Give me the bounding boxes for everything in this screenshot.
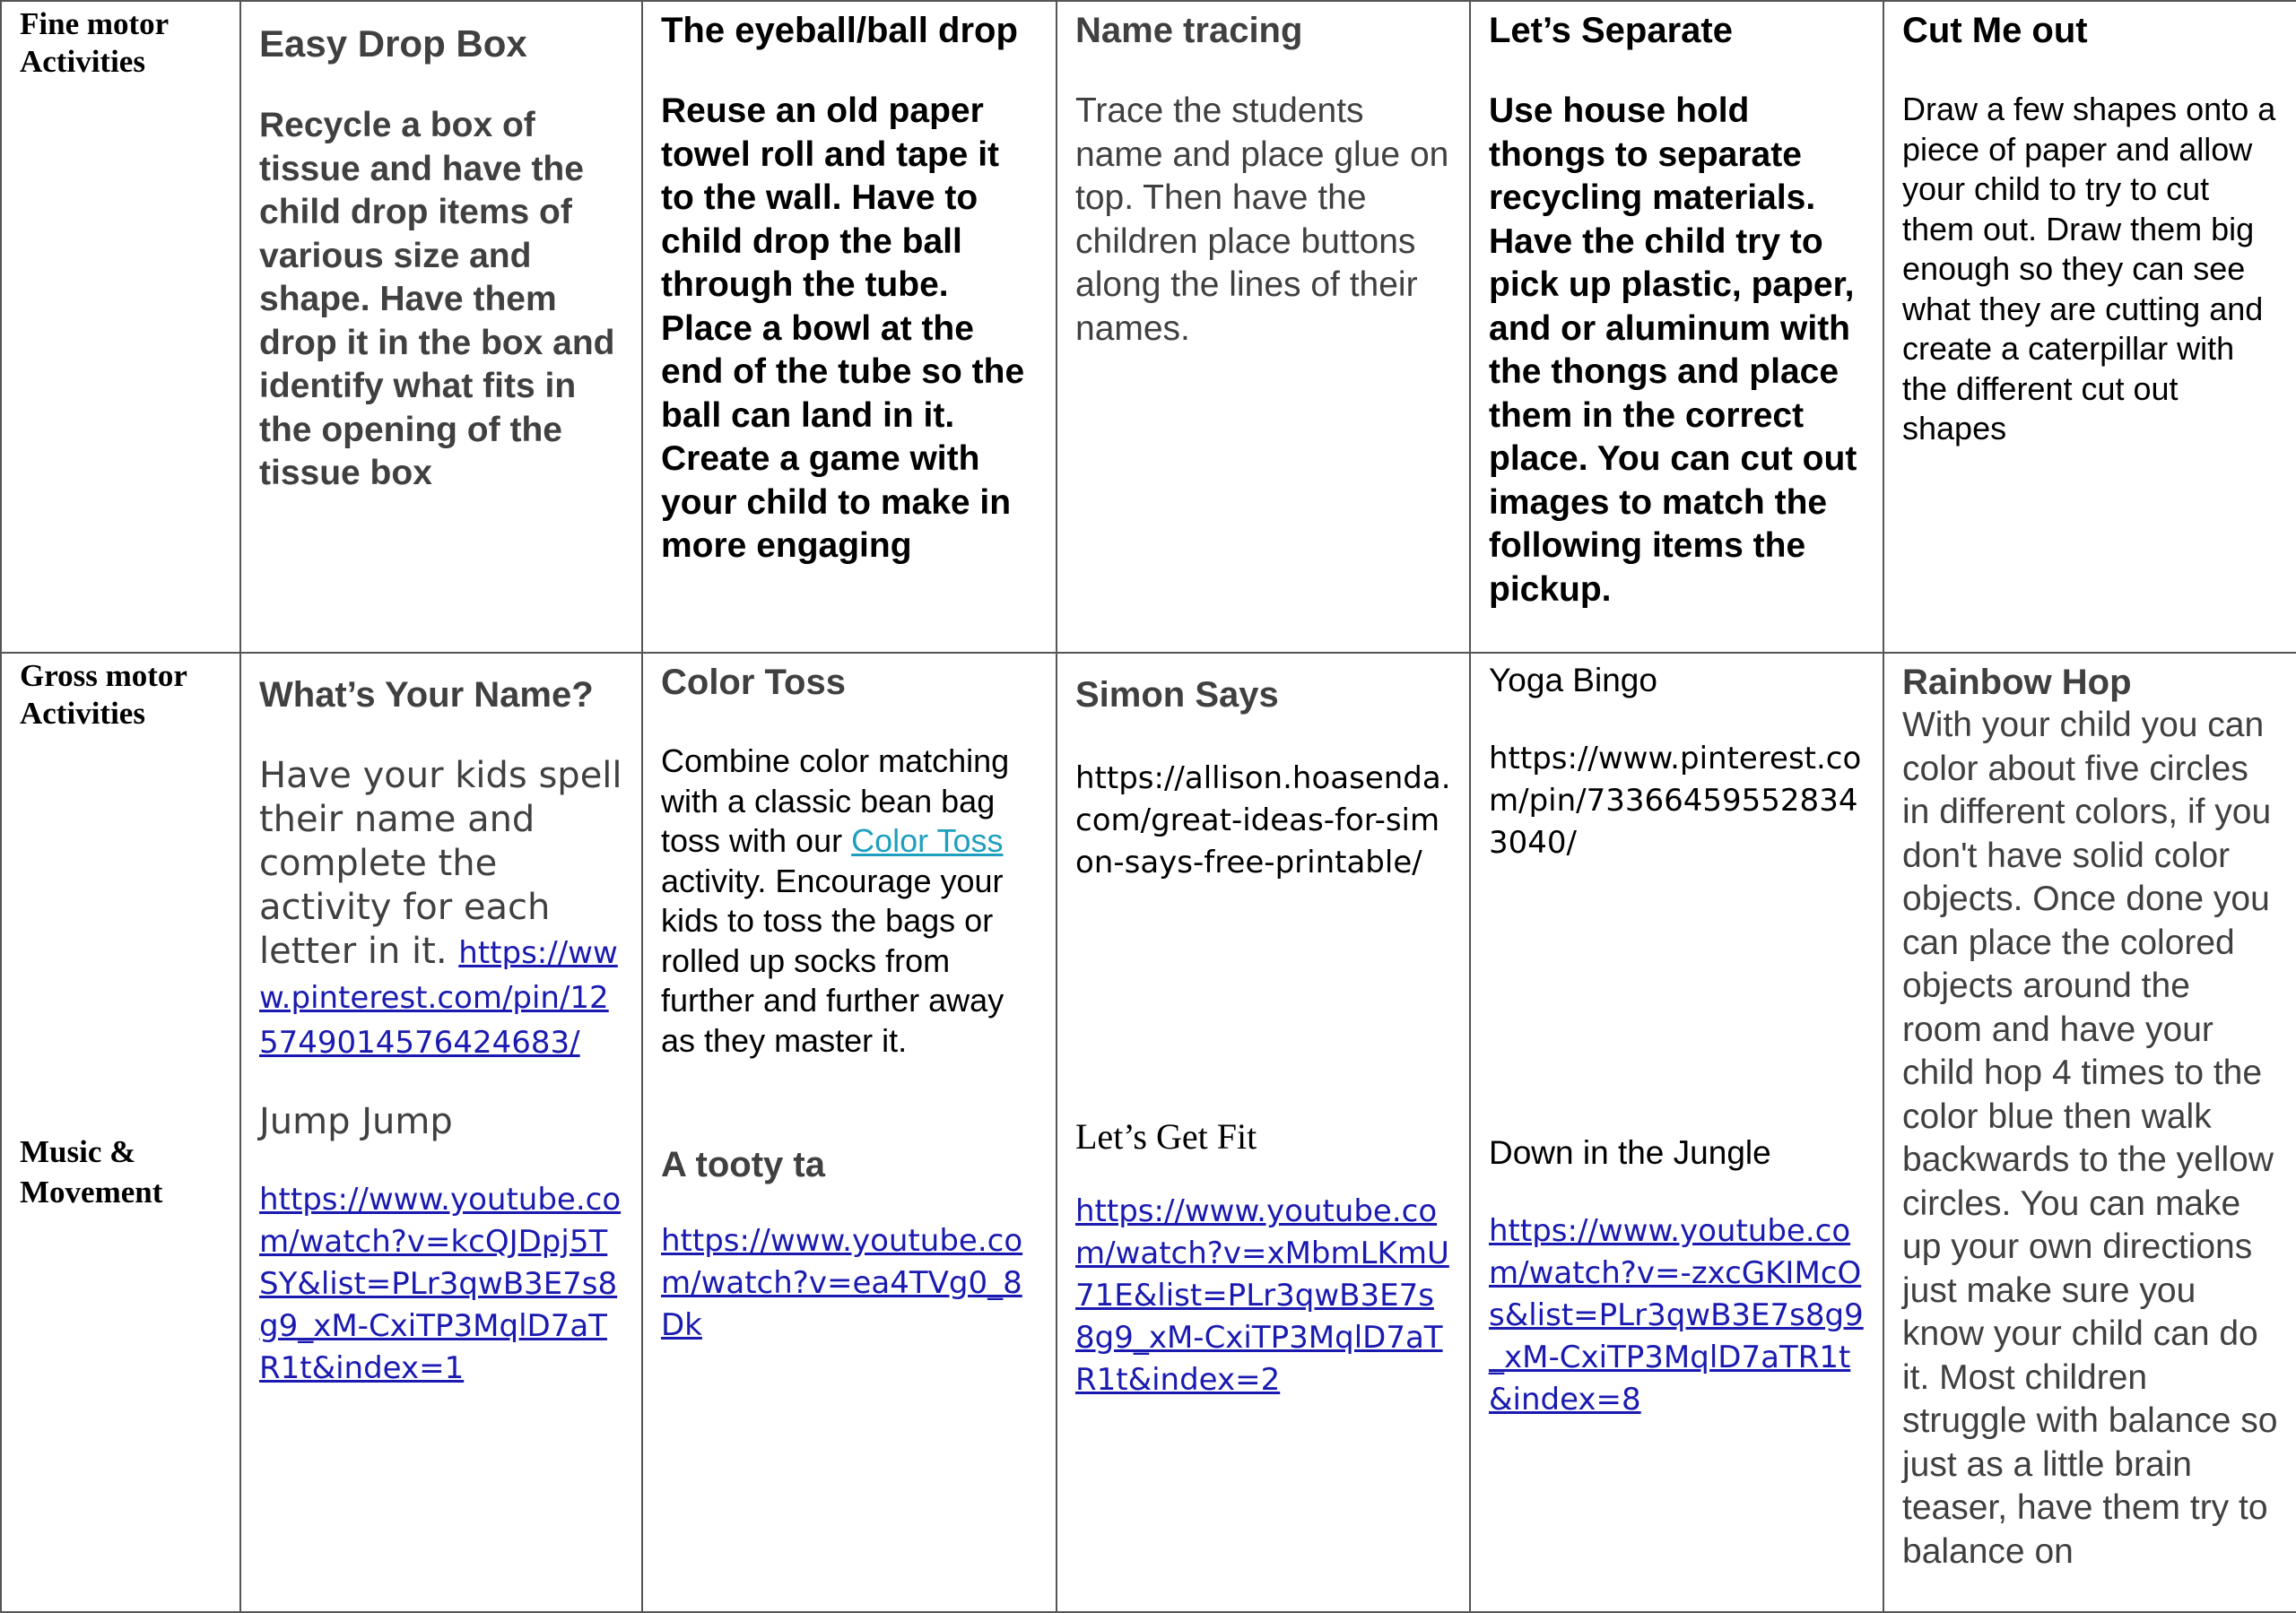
activity-title: Yoga Bingo bbox=[1489, 662, 1657, 698]
activity-title: Rainbow Hop bbox=[1902, 663, 2132, 702]
simon-says-url: https://allison.hoasenda.com/great-ideas-for-simon-says-free-printable/ bbox=[1075, 760, 1451, 880]
row-label-music-movement: Music & Movement bbox=[20, 1134, 163, 1210]
activity-title: Easy Drop Box bbox=[259, 22, 527, 65]
activity-description: Trace the students name and place glue on top. Then have the children place buttons along the lines of their names. bbox=[1075, 91, 1449, 348]
activity-cell-ball-drop bbox=[642, 1, 1057, 653]
activity-title: What’s Your Name? bbox=[259, 675, 594, 715]
activity-cell-cut-me-out bbox=[1883, 1, 2296, 653]
row-label: Fine motor Activities bbox=[20, 6, 169, 79]
activity-cell-easy-drop-box bbox=[240, 1, 642, 653]
song-title: Down in the Jungle bbox=[1489, 1134, 1771, 1171]
activity-description: Recycle a box of tissue and have the child drop items of various size and shape. Have them drop it in the box and identify what fits in the opening of the tissue box bbox=[259, 106, 615, 492]
youtube-link[interactable]: https://www.youtube.com/watch?v=kcQJDpj5TSY&list=PLr3qwB3E7s8g9_xM-CxiTP3MqlD7aTR1t&index=1 bbox=[259, 1182, 622, 1386]
activity-description-part1: Combine color matching with a classic bean bag toss with our bbox=[661, 742, 1010, 859]
activity-cell-simon-says bbox=[1057, 653, 1470, 1612]
youtube-link[interactable]: https://www.youtube.com/watch?v=xMbmLKmU71E&list=PLr3qwB3E7s8g9_xM-CxiTP3MqlD7aTR1t&index=2 bbox=[1075, 1193, 1449, 1398]
youtube-link[interactable]: https://www.youtube.com/watch?v=ea4TVg0_8Dk bbox=[661, 1223, 1023, 1343]
activity-cell-lets-separate bbox=[1470, 1, 1883, 653]
activity-title: Color Toss bbox=[661, 663, 846, 702]
yoga-bingo-url: https://www.pinterest.com/pin/733664595528343040/ bbox=[1489, 741, 1862, 861]
fine-motor-row bbox=[1, 1, 2296, 653]
activity-description: With your child you can color about five circles in different colors, if you don't have solid color objects. Once done you can place the colored objects around the room and have your child hop 4 times to the color blue then walk backwards to the yellow circles. You can make up your own directions just make sure you know your child can do it. Most children struggle with balance so just as a little brain teaser, have them try to balance on bbox=[1902, 706, 2278, 1571]
activity-description: Have your kids spell their name and complete the activity for each letter in it. bbox=[259, 755, 622, 972]
youtube-link[interactable]: https://www.youtube.com/watch?v=-zxcGKIMcOs&list=PLr3qwB3E7s8g9_xM-CxiTP3MqlD7aTR1t&index=8 bbox=[1489, 1213, 1864, 1418]
song-title: Jump Jump bbox=[259, 1101, 453, 1142]
color-toss-link[interactable]: Color Toss bbox=[851, 822, 1004, 859]
activity-title: Let’s Separate bbox=[1489, 11, 1733, 50]
activity-description: Use house hold thongs to separate recycling materials. Have the child try to pick up plastic, paper, and or aluminum with the thongs and place them in the correct place. You can cut out images to match the following items the pickup. bbox=[1489, 91, 1857, 609]
pinterest-link[interactable]: https://www.pinterest.com/pin/125749014576424683/ bbox=[259, 935, 618, 1061]
row-header-gross-motor bbox=[1, 653, 240, 1612]
activity-description: Reuse an old paper towel roll and tape it to the wall. Have to child drop the ball through the tube. Place a bowl at the end of the tube so the ball can land in it. Create a game with your child to make in more engaging bbox=[661, 91, 1025, 565]
activity-title: Name tracing bbox=[1075, 11, 1303, 50]
activity-cell-color-toss bbox=[642, 653, 1057, 1612]
activity-title: Cut Me out bbox=[1902, 11, 2088, 50]
activity-title: Simon Says bbox=[1075, 675, 1279, 715]
activity-title: The eyeball/ball drop bbox=[661, 11, 1018, 50]
activity-description-part2: activity. Encourage your kids to toss the bags or rolled up socks from further and further away as they master it. bbox=[661, 862, 1004, 1059]
row-label: Gross motor Activities bbox=[20, 658, 187, 731]
activity-cell-rainbow-hop bbox=[1883, 653, 2296, 1612]
song-title: Let’s Get Fit bbox=[1075, 1116, 1257, 1157]
activity-cell-whats-your-name bbox=[240, 653, 642, 1612]
activity-description: Draw a few shapes onto a piece of paper and allow your child to try to cut them out. Draw them big enough so they can see what they are cutting and create a caterpillar with the different cut out shapes bbox=[1902, 91, 2276, 447]
gross-motor-row bbox=[1, 653, 2296, 1612]
activity-cell-yoga-bingo bbox=[1470, 653, 1883, 1612]
song-title: A tooty ta bbox=[661, 1145, 825, 1184]
row-header-fine-motor bbox=[1, 1, 240, 653]
activity-cell-name-tracing bbox=[1057, 1, 1470, 653]
